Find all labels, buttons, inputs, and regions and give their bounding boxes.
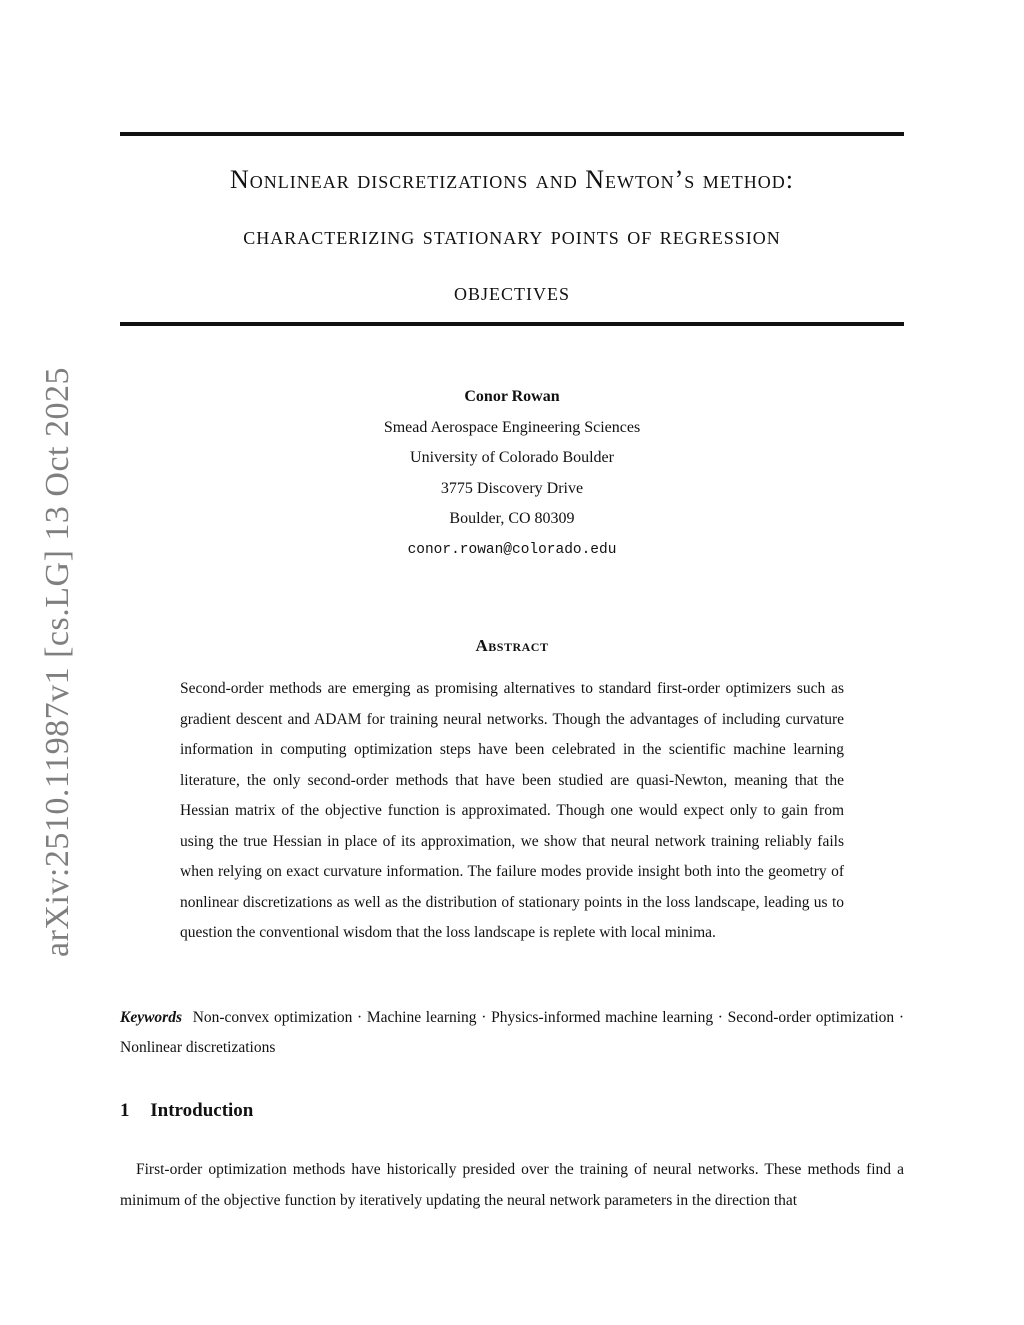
abstract-heading: Abstract [475,636,549,655]
section-heading-introduction [120,1100,904,1122]
author-university: University of Colorado Boulder [410,449,614,466]
author-email-link[interactable]: conor.rowan@colorado.edu [407,541,617,558]
title-line-2: characterizing stationary points of regression [243,221,781,250]
section-title: Introduction [150,1100,254,1121]
keywords-label: Keywords [120,1009,182,1026]
keywords-block [120,1003,904,1063]
keywords-text: Non-convex optimization · Machine learning · Physics-informed machine learning · Second-order optimization · Nonlinear discretizations [120,1009,904,1056]
section-number: 1 [120,1100,130,1121]
abstract-text: Second-order methods are emerging as promising alternatives to standard first-order optimizers such as gradient descent and ADAM for training neural networks. Though the advantages of including curvature information in computing optimization steps have been celebrated in the scientific machine learning literature, the only second-order methods that have been studied are quasi-Newton, meaning that the Hessian matrix of the objective function is approximated. Though one would expect only to gain from using the true Hessian in place of its approximation, we show that neural network training reliably fails when relying on exact curvature information. The failure modes provide insight both into the geometry of nonlinear discretizations as well as the distribution of stationary points in the loss landscape, leading us to question the conventional wisdom that the loss landscape is replete with local minima. [180,680,844,941]
author-city: Boulder, CO 80309 [449,510,575,527]
author-name: Conor Rowan [464,388,560,405]
title-bottom-rule [120,322,904,326]
author-street: 3775 Discovery Drive [440,479,584,497]
author-block [120,382,904,565]
title-top-rule [120,132,904,136]
author-department: Smead Aerospace Engineering Sciences [383,418,641,436]
title-line-3: objectives [453,277,570,306]
introduction-paragraph: First-order optimization methods have historically presided over the training of neural networks. These methods find a minimum of the objective function by iteratively updating the neural network parameters in the direction that [120,1161,904,1209]
paper-title [120,152,904,320]
title-line-1: Nonlinear discretizations and Newton’s method: [229,165,795,194]
arxiv-identifier-stamp: arXiv:2510.11987v1 [cs.LG] 13 Oct 2025 [39,367,76,957]
